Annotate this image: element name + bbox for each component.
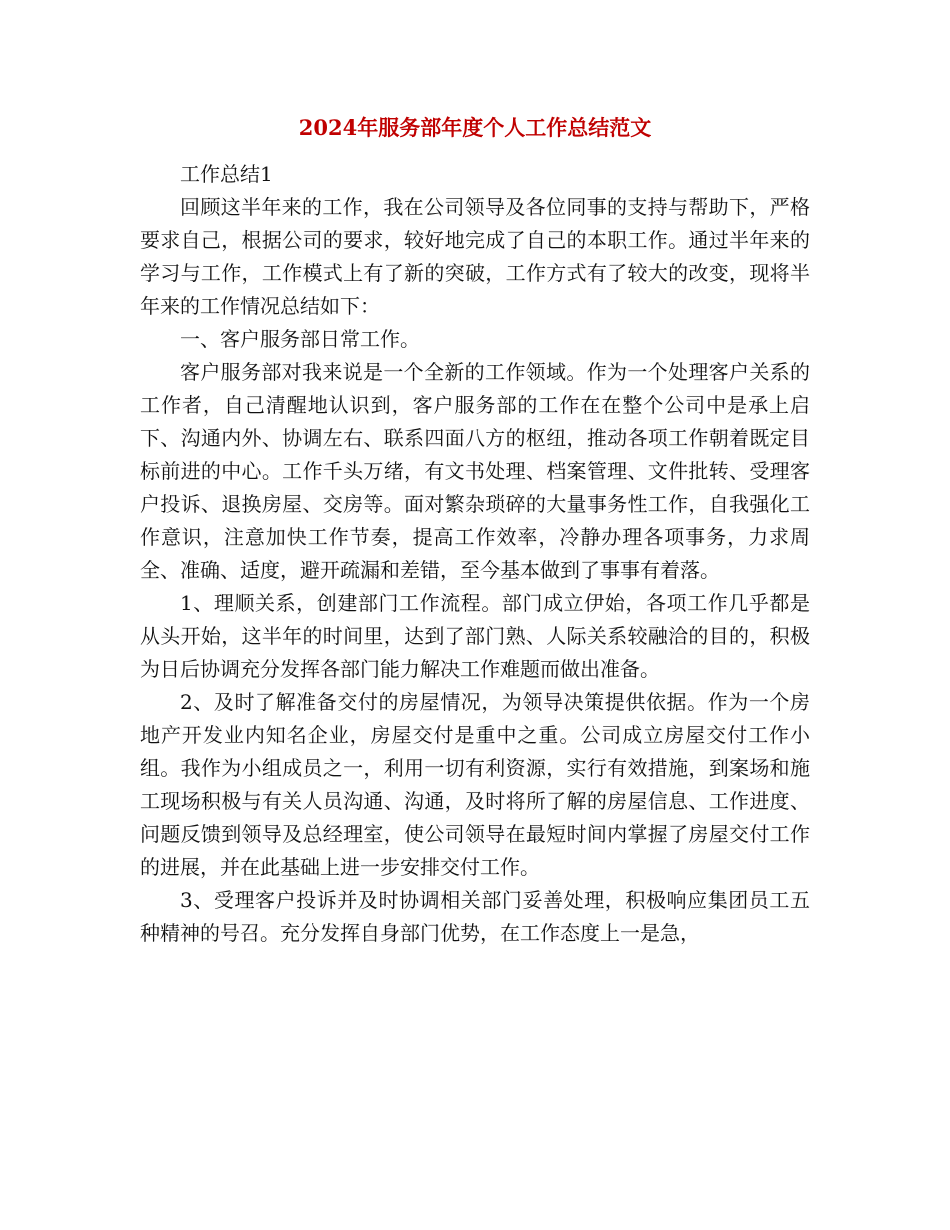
subsection-heading: 一、客户服务部日常工作。 [180,327,420,351]
document-title: 2024年服务部年度个人工作总结范文 [298,115,652,140]
body-paragraph: 客户服务部对我来说是一个全新的工作领域。作为一个处理客户关系的工作者，自己清醒地认识到，客户服务部的工作在在整个公司中是承上启下、沟通内外、协调左右、联系四面八方的枢纽，推动各项工作朝着既定目标前进的中心。工作千头万绪，有文书处理、档案管理、文件批转、受理客户投诉、退换房屋、交房等。面对繁杂琐碎的大量事务性工作，自我强化工作意识，注意加快工作节奏，提高工作效率，冷静办理各项事务，力求周全、准确、适度，避开疏漏和差错，至今基本做到了事事有着落。 [140,360,810,582]
body-paragraph: 2、及时了解准备交付的房屋情况，为领导决策提供依据。作为一个房地产开发业内知名企业，房屋交付是重中之重。公司成立房屋交付工作小组。我作为小组成员之一，利用一切有利资源，实行有效措施，到案场和施工现场积极与有关人员沟通、沟通，及时将所了解的房屋信息、工作进度、问题反馈到领导及总经理室，使公司领导在最短时间内掌握了房屋交付工作的进展，并在此基础上进一步安排交付工作。 [140,690,810,879]
section-heading: 工作总结1 [180,162,273,186]
body-paragraph: 1、理顺关系，创建部门工作流程。部门成立伊始，各项工作几乎都是从头开始，这半年的时间里，达到了部门熟、人际关系较融洽的目的，积极为日后协调充分发挥各部门能力解决工作难题而做出准备。 [140,591,810,681]
body-paragraph: 回顾这半年来的工作，我在公司领导及各位同事的支持与帮助下，严格要求自己，根据公司的要求，较好地完成了自己的本职工作。通过半年来的学习与工作，工作模式上有了新的突破，工作方式有了较大的改变，现将半年来的工作情况总结如下： [140,195,810,318]
body-paragraph: 3、受理客户投诉并及时协调相关部门妥善处理，积极响应集团员工五种精神的号召。充分发挥自身部门优势，在工作态度上一是急， [140,888,810,945]
document-body [140,158,810,950]
